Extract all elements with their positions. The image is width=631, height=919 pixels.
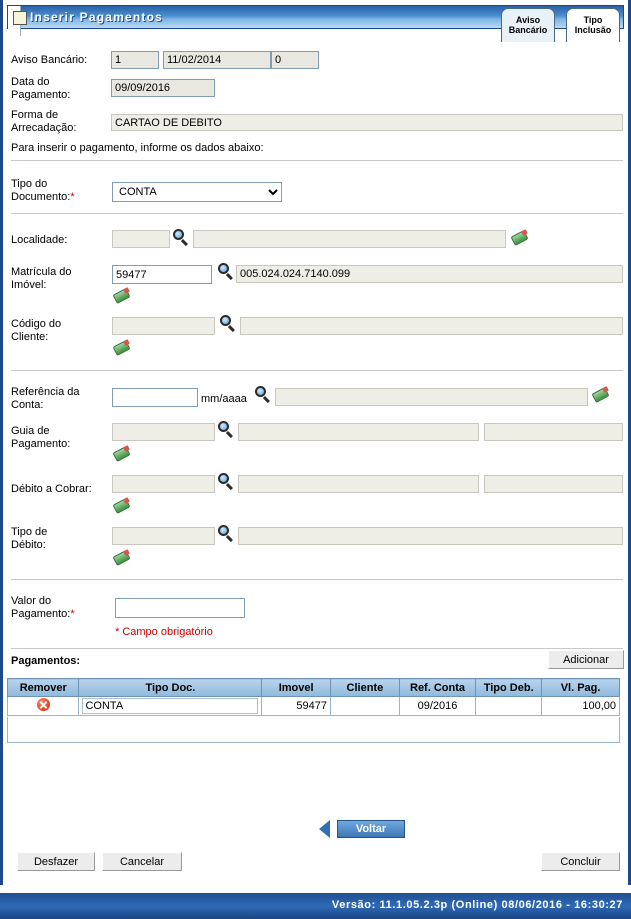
debito-cobrar-extra [484,475,623,493]
guia-pagamento-search-icon[interactable] [218,421,235,438]
matricula-imovel-search-icon[interactable] [218,263,235,280]
divider-2 [11,213,623,214]
referencia-conta-clear-icon[interactable] [592,386,608,402]
referencia-conta-input[interactable] [112,388,198,407]
remove-icon[interactable] [37,698,50,711]
payments-table-body-area [7,717,620,743]
desfazer-button[interactable]: Desfazer [17,852,95,871]
matricula-imovel-description [236,265,623,283]
row-tipo-doc-input[interactable] [82,698,258,714]
referencia-conta-search-icon[interactable] [255,386,272,403]
tipo-debito-search-icon[interactable] [218,525,235,542]
localidade-description [193,230,506,248]
localidade-clear-icon[interactable] [511,229,527,245]
data-pagamento-label-line2: Pagamento: [11,89,71,101]
forma-arrecadacao-value [111,114,623,131]
tipo-debito-label-line2: Débito: [11,539,46,551]
divider-5 [11,648,623,649]
tab-aviso-bancario-line1: Aviso [515,15,541,25]
tab-tipo-inclusao-line2: Inclusão [574,25,612,35]
divider-4 [11,579,623,580]
voltar-button[interactable]: Voltar [337,820,405,838]
cancelar-button[interactable]: Cancelar [102,852,182,871]
matricula-imovel-input[interactable] [112,265,212,284]
guia-pagamento-label-line2: Pagamento: [11,438,71,450]
table-header-row [8,679,620,697]
tipo-debito-label-line1: Tipo de [11,526,48,538]
debito-cobrar-search-icon[interactable] [218,473,235,490]
tipo-documento-label-line2 [11,191,75,203]
col-imovel: Imovel [262,679,331,697]
back-arrow-icon[interactable] [319,820,330,838]
data-pagamento-input[interactable] [111,79,215,97]
codigo-cliente-description [240,317,623,335]
col-vl-pag: Vl. Pag. [542,679,620,697]
concluir-button[interactable]: Concluir [541,852,620,871]
forma-arrecadacao-label-line2: Arrecadação: [11,122,77,134]
guia-pagamento-extra [484,423,623,441]
codigo-cliente-label-line2: Cliente: [11,331,49,343]
adicionar-button[interactable]: Adicionar [548,650,624,669]
valor-pagamento-label-line1: Valor do [11,595,52,607]
document-icon [13,11,27,25]
window-title: Inserir Pagamentos [30,10,163,24]
aviso-bancario-codigo-input[interactable] [271,51,319,69]
row-vl-pag-cell: 100,00 [542,697,620,716]
matricula-imovel-clear-icon[interactable] [113,287,129,303]
tipo-documento-required-mark: * [70,191,75,203]
payments-table [7,678,620,716]
row-remove-cell[interactable] [8,697,79,716]
valor-pagamento-input[interactable] [115,598,245,618]
bottom-spacer [0,885,631,893]
codigo-cliente-label-line1: Código do [11,318,62,330]
table-row [8,697,620,716]
codigo-cliente-search-icon[interactable] [220,315,237,332]
tab-tipo-inclusao[interactable] [566,8,620,42]
forma-arrecadacao-label-line1: Forma de [11,109,59,121]
col-tipo-doc: Tipo Doc. [79,679,262,697]
col-cliente: Cliente [330,679,399,697]
col-remover: Remover [8,679,79,697]
status-bar [0,893,631,919]
referencia-conta-label-line2: Conta: [11,399,44,411]
aviso-bancario-data-input[interactable] [163,51,271,69]
guia-pagamento-input[interactable] [112,423,215,441]
instruction-text: Para inserir o pagamento, informe os dados abaixo: [11,142,264,154]
debito-cobrar-label: Débito a Cobrar: [11,483,92,495]
tab-aviso-bancario-line2: Bancário [508,25,548,35]
matricula-imovel-label-line1: Matrícula do [11,266,72,278]
tab-tipo-inclusao-line1: Tipo [583,15,603,25]
referencia-conta-hint: mm/aaaa [201,393,247,405]
row-tipo-doc-cell [79,697,262,716]
data-pagamento-label-line1: Data do [11,76,50,88]
aviso-bancario-label: Aviso Bancário: [11,54,88,66]
codigo-cliente-input[interactable] [112,317,215,335]
campo-obrigatorio-note: * Campo obrigatório [115,626,213,638]
valor-pagamento-label-line2 [11,608,75,620]
tipo-documento-select[interactable] [112,182,282,202]
matricula-imovel-label-line2: Imóvel: [11,279,47,291]
localidade-label: Localidade: [11,234,68,246]
localidade-input[interactable] [112,230,170,248]
debito-cobrar-input[interactable] [112,475,215,493]
tipo-debito-description [238,527,623,545]
row-ref-conta-cell: 09/2016 [399,697,475,716]
referencia-conta-description [275,388,588,406]
row-imovel-cell: 59477 [262,697,331,716]
tab-aviso-bancario[interactable] [501,8,555,42]
localidade-search-icon[interactable] [173,229,190,246]
pagamentos-label: Pagamentos: [11,655,81,667]
divider-3 [11,370,623,371]
guia-pagamento-description [238,423,479,441]
valor-pagamento-label-text: Pagamento: [11,608,71,620]
aviso-bancario-numero-input[interactable] [111,51,159,69]
codigo-cliente-clear-icon[interactable] [113,339,129,355]
col-tipo-deb: Tipo Deb. [476,679,542,697]
tipo-documento-label-text: Documento: [11,191,71,203]
col-ref-conta: Ref. Conta [399,679,475,697]
referencia-conta-label-line1: Referência da [11,386,80,398]
debito-cobrar-clear-icon[interactable] [113,497,129,513]
guia-pagamento-clear-icon[interactable] [113,445,129,461]
tipo-documento-label-line1: Tipo do [11,178,48,190]
row-cliente-cell [330,697,399,716]
version-text: Versão: 11.1.05.2.3p (Online) 08/06/2016 - 16:30:27 [331,899,623,911]
row-tipo-deb-cell [476,697,542,716]
valor-pagamento-required-mark: * [70,608,75,620]
debito-cobrar-description [238,475,479,493]
divider-1 [11,160,623,161]
guia-pagamento-label-line1: Guia de [11,425,50,437]
tipo-debito-clear-icon[interactable] [113,549,129,565]
tipo-debito-input[interactable] [112,527,215,545]
